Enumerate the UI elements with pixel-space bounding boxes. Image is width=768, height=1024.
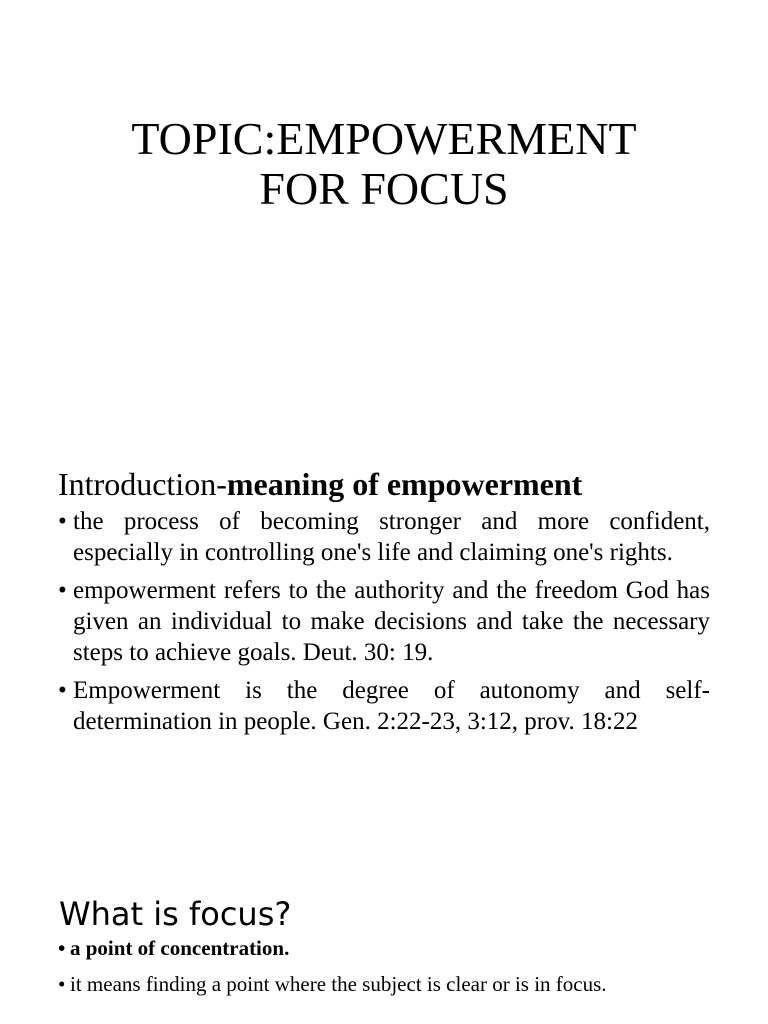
list-item (58, 935, 706, 962)
focus-section (58, 893, 706, 1007)
page-title (0, 114, 768, 214)
introduction-heading (58, 464, 710, 504)
title-line-2: FOR FOCUS (259, 163, 509, 214)
introduction-bullet-list (58, 506, 710, 737)
focus-heading: What is focus? (59, 895, 292, 933)
title-line-1: TOPIC:EMPOWERMENT (131, 113, 637, 164)
list-item-text: Empowerment is the degree of autonomy and self-determination in people. Gen. 2:22-23, 3:12, prov. 18:22 (73, 677, 710, 735)
bullet-icon: • (58, 508, 67, 535)
list-item-text: a point of concentration. (70, 936, 290, 960)
bullet-icon: • (58, 972, 66, 996)
list-item (58, 575, 710, 668)
list-item-text: empowerment refers to the authority and the freedom God has given an individual to make decisions and take the necessary steps to achieve goals. Deut. 30: 19. (73, 577, 710, 666)
list-item-text: it means finding a point where the subject is clear or is in focus. (70, 972, 607, 996)
introduction-heading-bold: meaning of empowerment (226, 466, 583, 502)
introduction-section (58, 464, 710, 744)
list-item-text: the process of becoming stronger and more confident, especially in controlling one's life and claiming one's rights. (73, 508, 710, 566)
list-item (58, 675, 710, 737)
bullet-icon: • (58, 677, 67, 704)
list-item (58, 971, 706, 998)
list-item (58, 506, 710, 568)
focus-bullet-list (58, 935, 706, 998)
introduction-heading-prefix: Introduction- (58, 466, 227, 502)
bullet-icon: • (58, 577, 67, 604)
bullet-icon: • (58, 936, 66, 960)
